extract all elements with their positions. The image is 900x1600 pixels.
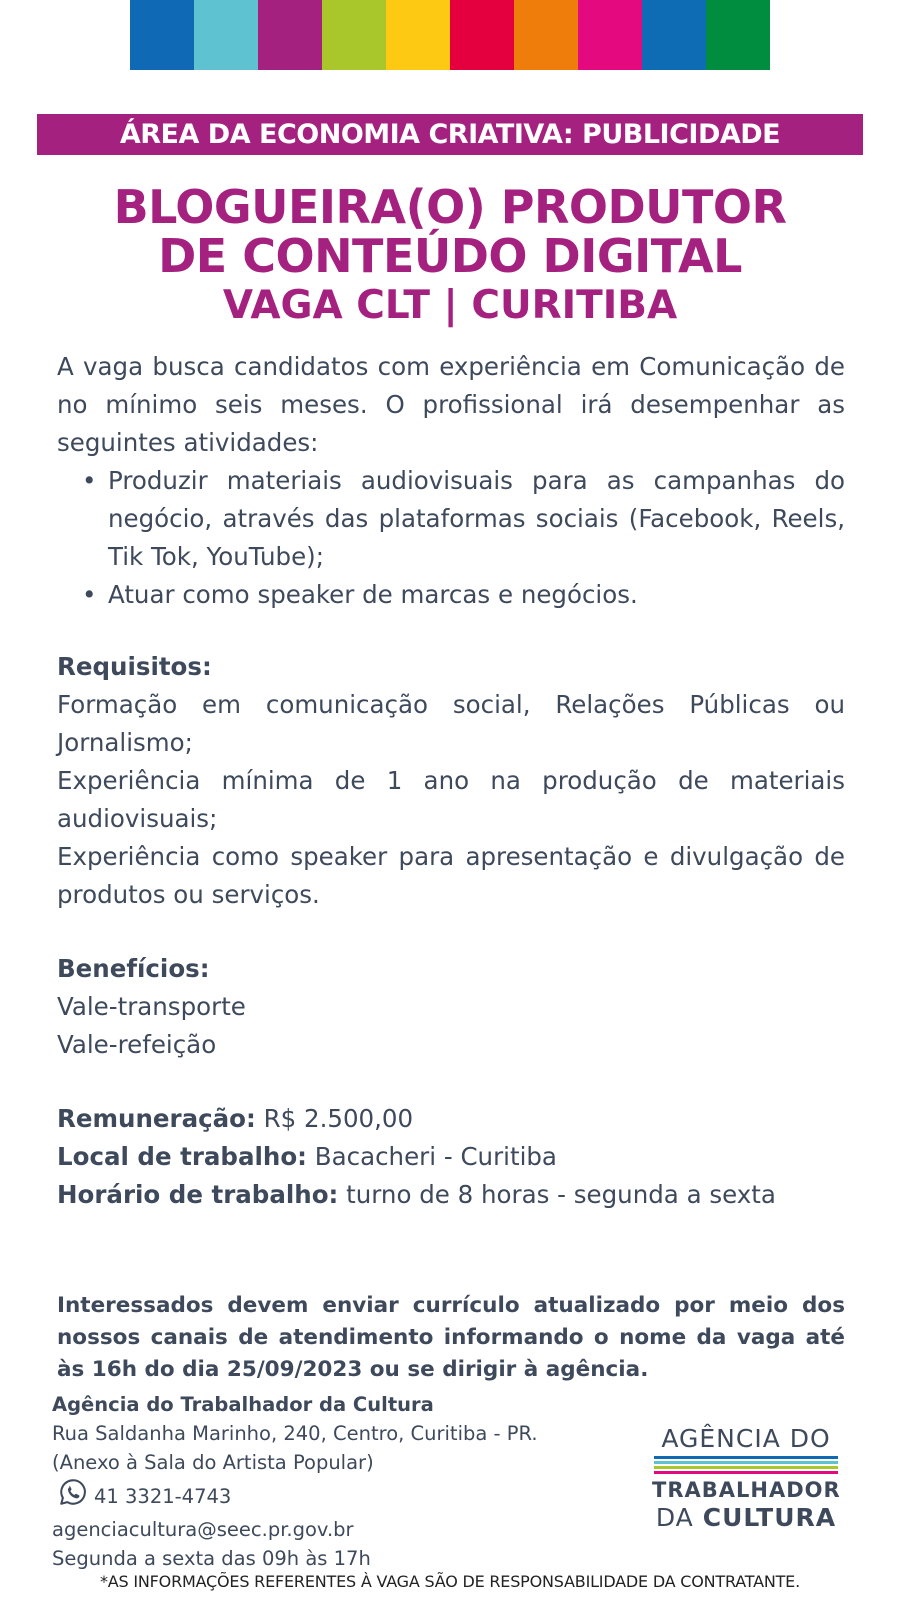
logo-stripe-2 — [654, 1461, 838, 1464]
hours-label: Horário de trabalho: — [57, 1180, 339, 1209]
logo-line-1: AGÊNCIA DO — [661, 1424, 831, 1453]
list-item: • Atuar como speaker de marcas e negócios. — [82, 576, 845, 614]
tasks-list — [82, 462, 845, 614]
color-stripe-5 — [386, 0, 450, 70]
whatsapp-icon — [58, 1477, 88, 1515]
list-item: Vale-refeição — [57, 1030, 217, 1059]
color-stripe-9 — [642, 0, 706, 70]
logo-line-3-bold: CULTURA — [702, 1503, 837, 1532]
color-stripe-4 — [322, 0, 386, 70]
pay-row — [57, 1100, 845, 1138]
job-title-line-1: BLOGUEIRA(O) PRODUTOR — [113, 180, 787, 234]
benefits-section — [57, 950, 845, 1064]
logo-stripes — [654, 1456, 838, 1474]
pay-label: Remuneração: — [57, 1104, 256, 1133]
job-details-section — [57, 1100, 845, 1214]
logo-line-2: TRABALHADOR — [652, 1478, 841, 1502]
disclaimer: *AS INFORMAÇÕES REFERENTES À VAGA SÃO DE RESPONSABILIDADE DA CONTRATANTE. — [100, 1572, 800, 1591]
location-row — [57, 1138, 845, 1176]
contact-block — [52, 1390, 538, 1573]
phone-number[interactable]: 41 3321-4743 — [94, 1484, 232, 1508]
color-stripe-2 — [194, 0, 258, 70]
color-stripe-10 — [706, 0, 770, 70]
color-stripe-7 — [514, 0, 578, 70]
logo-stripe-3 — [654, 1466, 838, 1469]
logo-line-3 — [652, 1503, 840, 1533]
hours-row — [57, 1176, 845, 1214]
list-item: • Produzir materiais audiovisuais para as campanhas do negócio, através das plataformas sociais (Facebook, Reels, Tik Tok, YouTube); — [82, 462, 845, 576]
color-stripe-3 — [258, 0, 322, 70]
color-stripe-6 — [450, 0, 514, 70]
intro-paragraph: A vaga busca candidatos com experiência em Comunicação de no mínimo seis meses. O profissional irá desempenhar as seguintes atividades: — [57, 352, 845, 457]
agency-name: Agência do Trabalhador da Cultura — [52, 1393, 434, 1416]
list-item: Experiência mínima de 1 ano na produção de materiais audiovisuais; — [57, 766, 845, 833]
phone-row — [52, 1477, 538, 1515]
color-stripe-bar — [130, 0, 770, 70]
application-note-text: Interessados devem enviar currículo atualizado por meio dos nossos canais de atendimento informando o nome da vaga até às 16h do dia 25/09/2023 ou se dirigir à agência — [57, 1293, 845, 1382]
logo-stripe-1 — [654, 1456, 838, 1459]
list-item: Vale-transporte — [57, 992, 246, 1021]
list-item: Formação em comunicação social, Relações Públicas ou Jornalismo; — [57, 690, 845, 757]
logo-line-3-prefix: DA — [655, 1503, 694, 1532]
color-stripe-1 — [130, 0, 194, 70]
color-stripe-8 — [578, 0, 642, 70]
logo-stripe-4 — [654, 1471, 838, 1474]
application-note-end: . — [640, 1357, 649, 1382]
job-subtitle: VAGA CLT | CURITIBA — [222, 283, 678, 328]
agency-logo — [652, 1424, 840, 1533]
area-banner: ÁREA DA ECONOMIA CRIATIVA: PUBLICIDADE — [37, 114, 863, 155]
application-note — [57, 1290, 845, 1386]
location-label: Local de trabalho: — [57, 1142, 307, 1171]
job-title-line-2: DE CONTEÚDO DIGITAL — [158, 229, 742, 283]
requirements-heading: Requisitos: — [57, 652, 212, 681]
list-item: Experiência como speaker para apresentação e divulgação de produtos ou serviços. — [57, 842, 845, 909]
agency-address: Rua Saldanha Marinho, 240, Centro, Curitiba - PR. — [52, 1422, 538, 1445]
benefits-heading: Benefícios: — [57, 954, 210, 983]
location-value: Bacacheri - Curitiba — [314, 1142, 557, 1171]
pay-value: R$ 2.500,00 — [263, 1104, 414, 1133]
hours-value: turno de 8 horas - segunda a sexta — [346, 1180, 776, 1209]
email-link[interactable]: agenciacultura@seec.pr.gov.br — [52, 1518, 354, 1541]
requirements-section — [57, 648, 845, 914]
opening-hours: Segunda a sexta das 09h às 17h — [52, 1547, 371, 1570]
agency-address-note: (Anexo à Sala do Artista Popular) — [52, 1451, 374, 1474]
